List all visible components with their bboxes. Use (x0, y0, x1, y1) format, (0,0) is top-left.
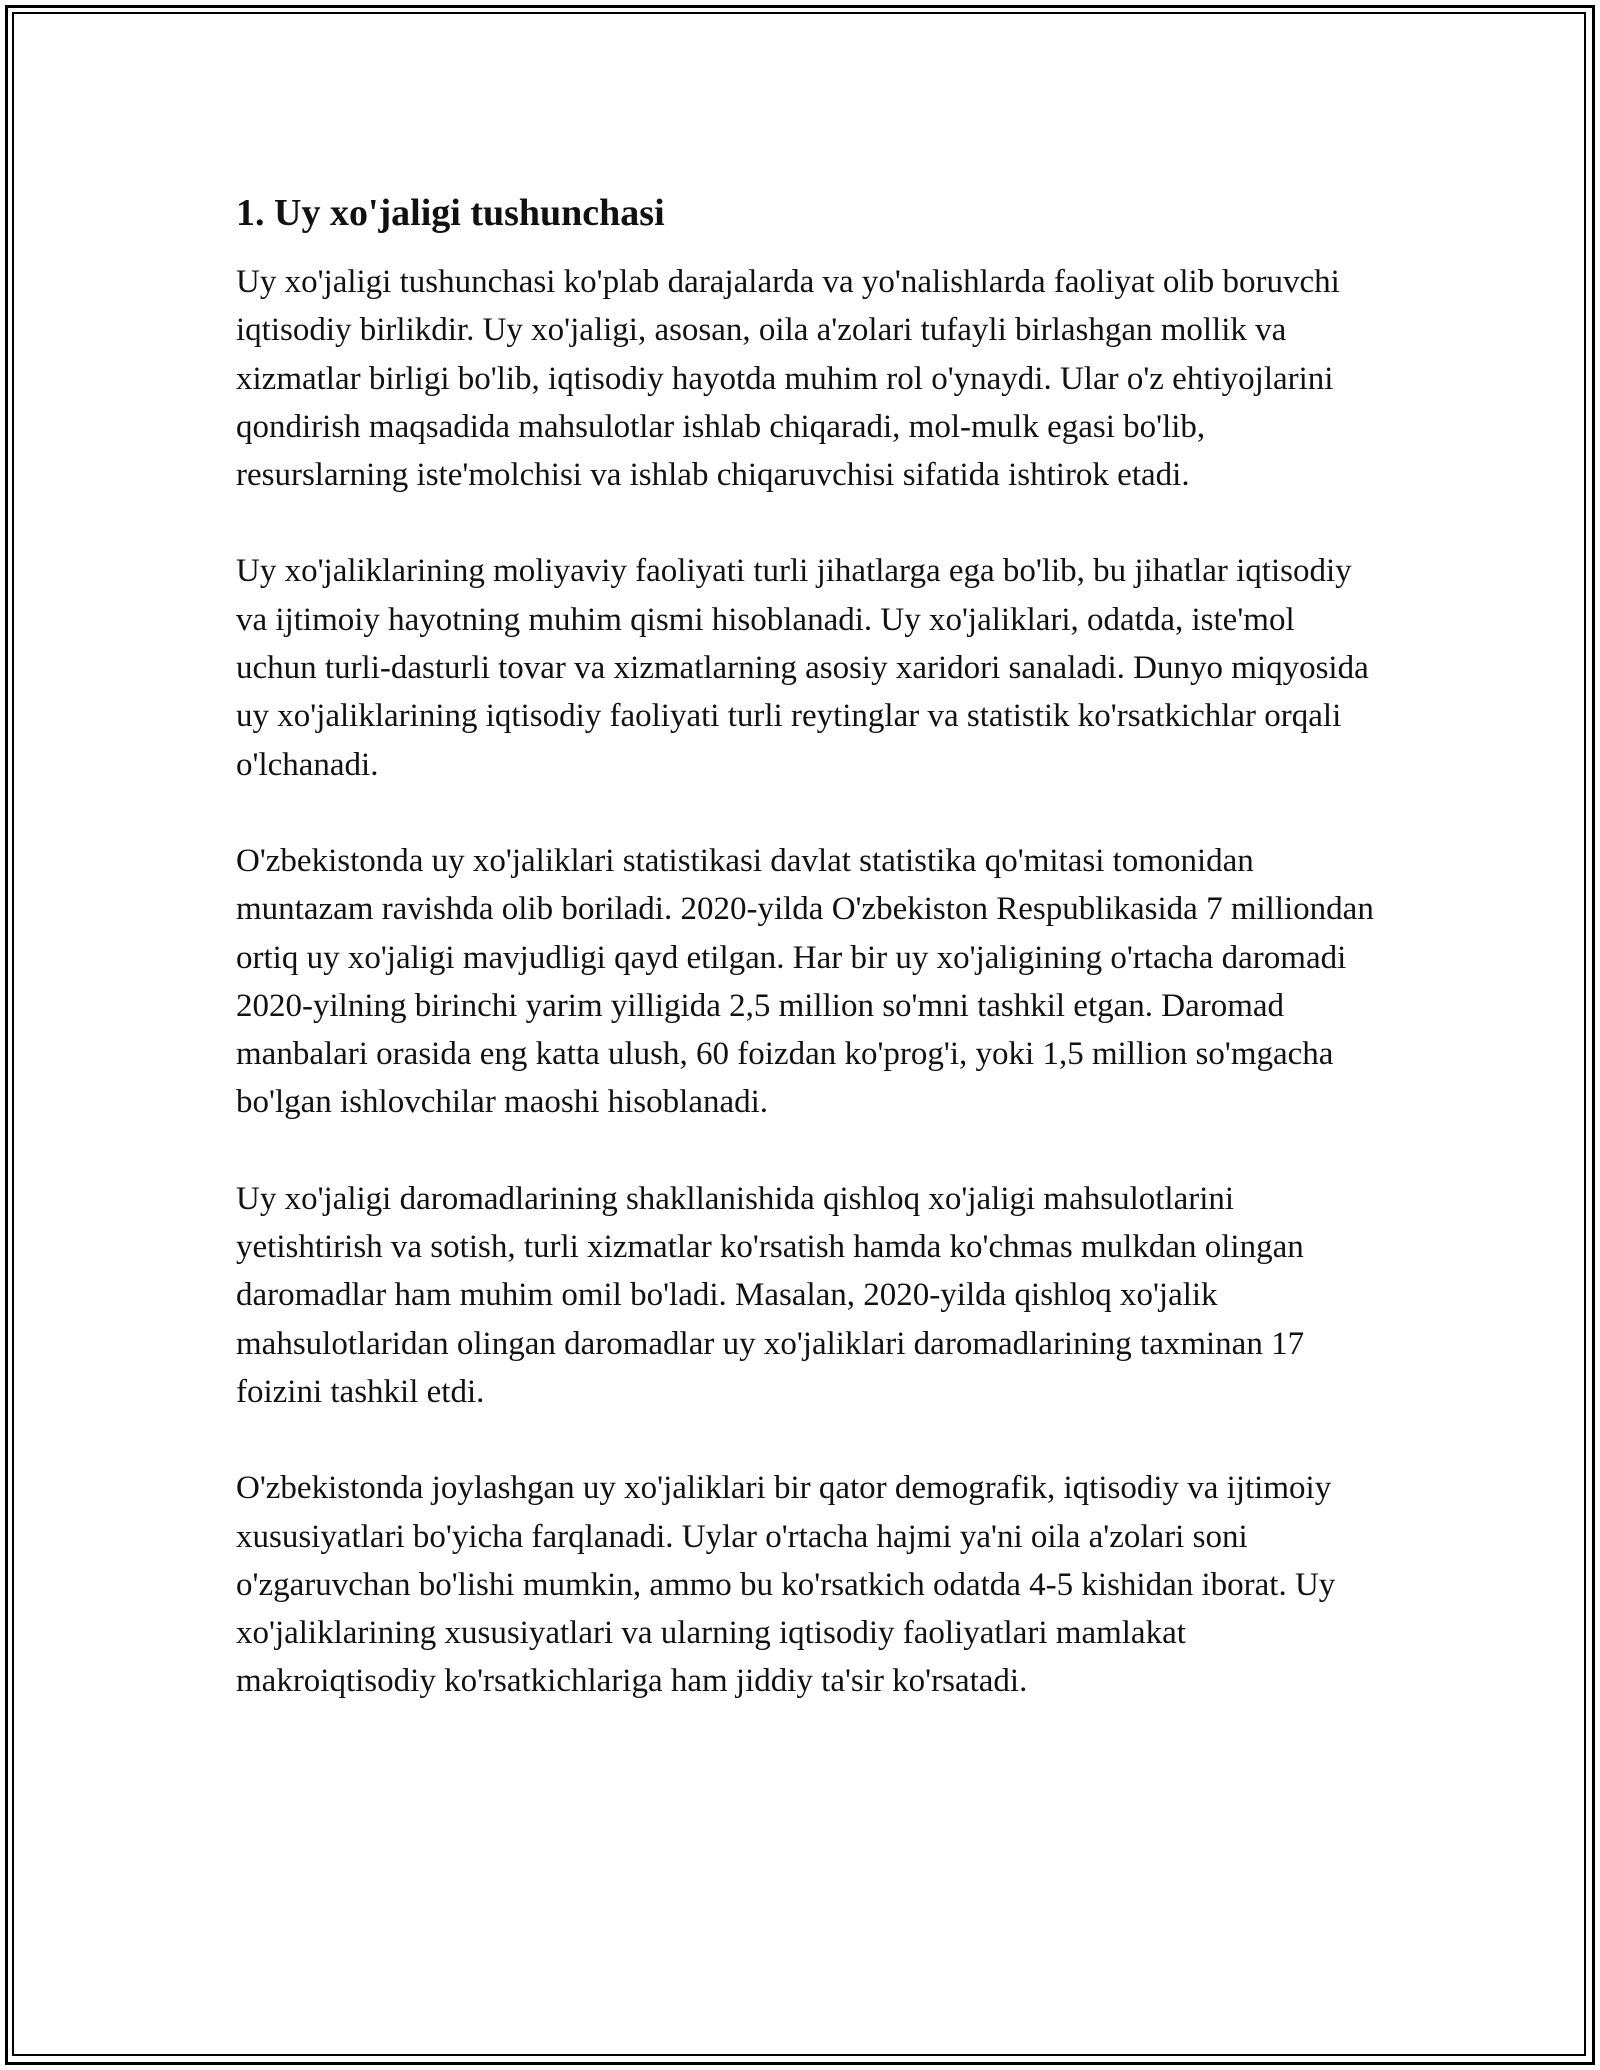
document-body (236, 186, 1376, 1754)
section-heading: 1. Uy xo'jaligi tushunchasi (236, 192, 665, 234)
paragraph-3: O'zbekistonda uy xo'jaliklari statistikasi davlat statistika qo'mitasi tomonidan muntazam ravishda olib boriladi. 2020-yilda O'zbekiston Respublikasida 7 milliondan ortiq uy xo'jaligi mavjudligi qayd etilgan. Har bir uy xo'jaligining o'rtacha daromadi 2020-yilning birinchi yarim yilligida 2,5 million so'mni tashkil etgan. Daromad manbalari orasida eng katta ulush, 60 foizdan ko'prog'i, yoki 1,5 million so'mgacha bo'lgan ishlovchilar maoshi hisoblanadi. (236, 842, 1374, 1121)
paragraph-5: O'zbekistonda joylashgan uy xo'jaliklari bir qator demografik, iqtisodiy va ijtimoiy xususiyatlari bo'yicha farqlanadi. Uylar o'rtacha hajmi ya'ni oila a'zolari soni o'zgaruvchan bo'lishi mumkin, ammo bu ko'rsatkich odatda 4-5 kishidan iborat. Uy xo'jaliklarining xususiyatlari va ularning iqtisodiy faoliyatlari mamlakat makroiqtisodiy ko'rsatkichlariga ham jiddiy ta'sir ko'rsatadi. (236, 1470, 1336, 1700)
paragraph-2: Uy xo'jaliklarining moliyaviy faoliyati turli jihatlarga ega bo'lib, bu jihatlar iqtisodiy va ijtimoiy hayotning muhim qismi hisoblanadi. Uy xo'jaliklari, odatda, iste'mol uchun turli-dasturli tovar va xizmatlarning asosiy xaridori sanaladi. Dunyo miqyosida uy xo'jaliklarining iqtisodiy faoliyati turli reytinglar va statistik ko'rsatkichlar orqali o'lchanadi. (236, 553, 1369, 783)
paragraph-1: Uy xo'jaligi tushunchasi ko'plab darajalarda va yo'nalishlarda faoliyat olib boruvchi iqtisodiy birlikdir. Uy xo'jaligi, asosan, oila a'zolari tufayli birlashgan mollik va xizmatlar birligi bo'lib, iqtisodiy hayotda muhim rol o'ynaydi. Ular o'z ehtiyojlarini qondirish maqsadida mahsulotlar ishlab chiqaradi, mol-mulk egasi bo'lib, resurslarning iste'molchisi va ishlab chiqaruvchisi sifatida ishtirok etadi. (236, 264, 1340, 494)
paragraph-4: Uy xo'jaligi daromadlarining shakllanishida qishloq xo'jaligi mahsulotlarini yetishtirish va sotish, turli xizmatlar ko'rsatish hamda ko'chmas mulkdan olingan daromadlar ham muhim omil bo'ladi. Masalan, 2020-yilda qishloq xo'jalik mahsulotlaridan olingan daromadlar uy xo'jaliklari daromadlarining taxminan 17 foizini tashkil etdi. (236, 1180, 1305, 1410)
